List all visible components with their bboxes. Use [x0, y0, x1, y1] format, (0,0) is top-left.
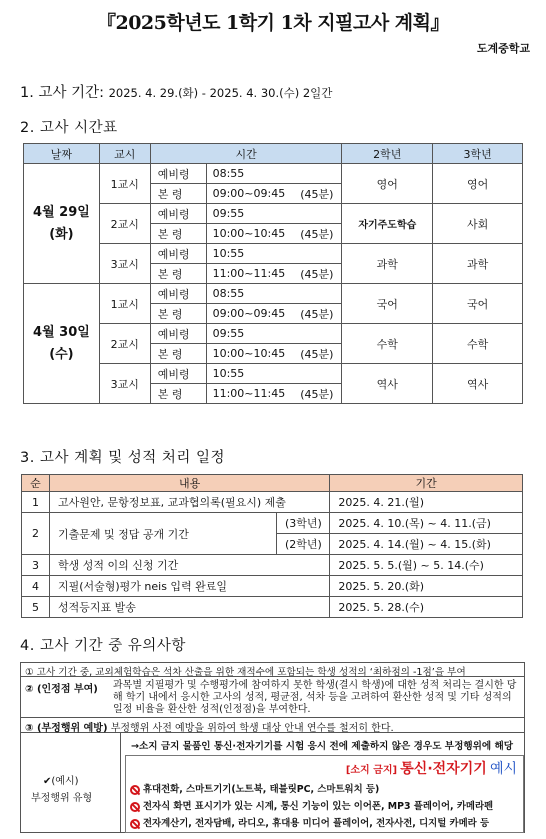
note-3-text: 부정행위 사전 예방을 위하여 학생 대상 안내 연수를 철저히 한다.	[110, 723, 394, 734]
note-1: ① 고사 기간 중, 교외체험학습은 석차 산출을 위한 재적수에 포함되는 학생 성적의 ‘최하점의 -1점’을 부여	[21, 663, 524, 677]
example-label-cell	[21, 733, 121, 832]
exam-date: 4월 29일	[33, 204, 90, 220]
header-period: 교시	[99, 144, 150, 164]
header-grade3: 3학년	[433, 144, 523, 164]
prep-bell-time: 09:55	[206, 204, 342, 224]
duration: (45분)	[300, 188, 334, 201]
banned-item-1: 휴대전화, 스마트기기(노트북, 태블릿PC, 스마트워치 등)	[130, 781, 379, 795]
header-term: 기간	[330, 475, 523, 492]
main-bell-label: 본 령	[150, 384, 206, 404]
exam-day	[24, 284, 100, 404]
grade2-subject: 국어	[342, 284, 433, 324]
cheating-type-label: 부정행위 유형	[31, 793, 93, 804]
table-row: 3 학생 성적 이의 신청 기간 2025. 5. 5.(월) ~ 5. 14.(수)	[22, 555, 523, 576]
school-name: 도계중학교	[476, 42, 530, 55]
note-3-label: ③ (부정행위 예방)	[25, 723, 108, 734]
main-bell-label: 본 령	[150, 264, 206, 284]
main-bell-time: 11:00~11:45 (45분)	[206, 264, 342, 284]
table-row: 4 지필(서술형)평가 neis 입력 완료일 2025. 5. 20.(화)	[22, 576, 523, 597]
table-row: (2학년) 2025. 4. 14.(월) ~ 4. 15.(화)	[22, 534, 523, 555]
main-bell-time: 09:00~09:45 (45분)	[206, 184, 342, 204]
main-bell-label: 본 령	[150, 184, 206, 204]
exam-weekday: (화)	[49, 226, 74, 242]
period-label: 3교시	[99, 244, 150, 284]
main-bell-time: 10:00~10:45 (45분)	[206, 344, 342, 364]
prep-bell-label: 예비령	[150, 244, 206, 264]
prohibited-icon	[130, 785, 140, 795]
duration: (45분)	[300, 308, 334, 321]
prep-bell-label: 예비령	[150, 364, 206, 384]
document-title: 『2025학년도 1학기 1차 지필고사 계획』	[96, 12, 450, 34]
section-2-heading: 2. 고사 시간표	[20, 120, 118, 136]
grade3-subject: 영어	[433, 164, 523, 204]
grade3-subject: 사회	[433, 204, 523, 244]
main-bell-label: 본 령	[150, 344, 206, 364]
prohibited-icon	[130, 819, 140, 829]
grade2-subject: 영어	[342, 164, 433, 204]
header-content: 내용	[49, 475, 329, 492]
exam-notes-box	[20, 662, 525, 833]
prep-bell-label: 예비령	[150, 204, 206, 224]
grade2-subject: 역사	[342, 364, 433, 404]
section-3-heading: 3. 고사 계획 및 성적 처리 일정	[20, 450, 226, 466]
grade3-subject: 과학	[433, 244, 523, 284]
main-bell-label: 본 령	[150, 224, 206, 244]
main-bell-time: 11:00~11:45 (45분)	[206, 384, 342, 404]
exam-period-value: 2025. 4. 29.(화) - 2025. 4. 30.(수) 2일간	[108, 86, 333, 100]
prep-bell-time: 10:55	[206, 364, 342, 384]
note-2	[21, 677, 524, 718]
grade2-subject: 자기주도학습	[342, 204, 433, 244]
example-label: ✔(예시)	[43, 776, 79, 787]
period-label: 2교시	[99, 204, 150, 244]
main-bell-time: 10:00~10:45 (45분)	[206, 224, 342, 244]
exam-date: 4월 30일	[33, 324, 90, 340]
note-2-text: 과목별 지필평가 및 수행평가에 참여하지 못한 학생(결시 학생)에 대한 성적 처리는 결시한 당해 학기 내에서 응시한 고사의 성적, 평균점, 석차 등을 고려하여 환산한 성적 및 기타 성적의 일정 비율을 환산한 성적(인정점)을 부여한다.	[113, 680, 517, 715]
exam-period	[20, 81, 332, 102]
table-row: 2 기출문제 및 정답 공개 기간 (3학년) 2025. 4. 10.(목) ~ 4. 11.(금)	[22, 513, 523, 534]
timetable-body	[24, 164, 523, 404]
prep-bell-time: 09:55	[206, 324, 342, 344]
main-bell-time: 09:00~09:45 (45분)	[206, 304, 342, 324]
header-grade2: 2학년	[342, 144, 433, 164]
main-bell-label: 본 령	[150, 304, 206, 324]
header-time: 시간	[150, 144, 342, 164]
note-3	[21, 718, 524, 733]
banned-heading: [소지 금지] 통신·전자기기 예시	[345, 761, 517, 777]
period-label: 1교시	[99, 164, 150, 204]
table-row	[24, 164, 523, 184]
schedule-header	[22, 475, 523, 492]
table-row: 1 고사원안, 문항정보표, 교과협의록(필요시) 제출 2025. 4. 21.(월)	[22, 492, 523, 513]
grade2-subject: 과학	[342, 244, 433, 284]
schedule-table	[21, 474, 523, 618]
exam-day	[24, 164, 100, 284]
duration: (45분)	[300, 388, 334, 401]
grade3-subject: 국어	[433, 284, 523, 324]
table-row: 5 성적등지표 발송 2025. 5. 28.(수)	[22, 597, 523, 618]
table-row	[24, 284, 523, 304]
period-label: 2교시	[99, 324, 150, 364]
grade2-subject: 수학	[342, 324, 433, 364]
grade3-subject: 역사	[433, 364, 523, 404]
exam-timetable	[23, 143, 523, 404]
prep-bell-time: 08:55	[206, 164, 342, 184]
exam-weekday: (수)	[49, 346, 74, 362]
duration: (45분)	[300, 348, 334, 361]
banned-item-3: 전자계산기, 전자담배, 라디오, 휴대용 미디어 플레이어, 전자사전, 디지털 카메라 등	[130, 815, 489, 829]
prep-bell-time: 10:55	[206, 244, 342, 264]
duration: (45분)	[300, 268, 334, 281]
grade3-subject: 수학	[433, 324, 523, 364]
period-label: 1교시	[99, 284, 150, 324]
section-4-heading: 4. 고사 기간 중 유의사항	[20, 638, 186, 654]
banned-item-2: 전자식 화면 표시기가 있는 시계, 통신 기능이 있는 이어폰, MP3 플레이어, 카메라펜	[130, 798, 493, 812]
prohibited-icon	[130, 802, 140, 812]
note-2-label: ② (인정점 부여)	[25, 684, 98, 695]
duration: (45분)	[300, 228, 334, 241]
section-1-heading: 1. 고사 기간:	[20, 85, 104, 101]
timetable-header	[24, 144, 523, 164]
prep-bell-label: 예비령	[150, 324, 206, 344]
header-date: 날짜	[24, 144, 100, 164]
prep-bell-label: 예비령	[150, 164, 206, 184]
example-arrow-text: →소지 금지 물품인 통신·전자기기를 시험 응시 전에 제출하지 않은 경우도 부정행위에 해당	[130, 741, 514, 752]
banned-items-box	[125, 755, 524, 833]
header-no: 순	[22, 475, 50, 492]
prep-bell-time: 08:55	[206, 284, 342, 304]
prep-bell-label: 예비령	[150, 284, 206, 304]
period-label: 3교시	[99, 364, 150, 404]
